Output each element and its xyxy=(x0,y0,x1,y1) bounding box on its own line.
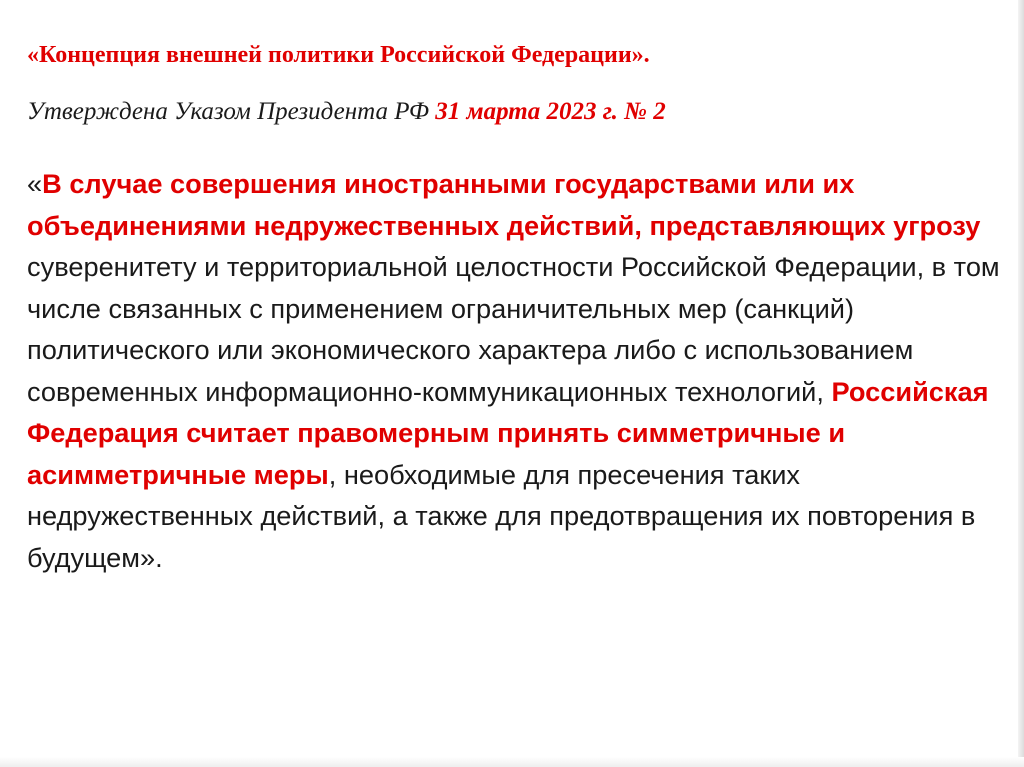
quote-text-purpose: , необходимые для пресечения таких недружественных действий, а также для предотвращения их повторения в будущем». xyxy=(27,458,976,573)
document-subtitle xyxy=(27,96,666,128)
quote-paragraph xyxy=(27,163,1002,578)
subtitle-date-number: 31 марта 2023 г. № 2 xyxy=(435,98,666,125)
quote-highlight-threat: В случае совершения иностранными государствами или их объединениями недружественных действий, представляющих угрозу xyxy=(27,168,981,241)
subtitle-prefix: Утверждена Указом Президента РФ xyxy=(27,98,436,125)
quote-highlight-measures: Российская Федерация считает правомерным принять симметричные и асимметричные меры xyxy=(27,375,989,490)
slide-right-edge xyxy=(1018,0,1024,767)
document-title: «Концепция внешней политики Российской Федерации». xyxy=(27,42,650,68)
slide-bottom-edge xyxy=(0,757,1024,767)
quote-open-mark: « xyxy=(27,168,43,199)
quote-text-context: суверенитету и территориальной целостности Российской Федерации, в том числе связанных с применением ограничительных мер (санкций) политического или экономического характера либо с использованием современных информационно-коммуникационных технологий, xyxy=(27,251,1000,407)
